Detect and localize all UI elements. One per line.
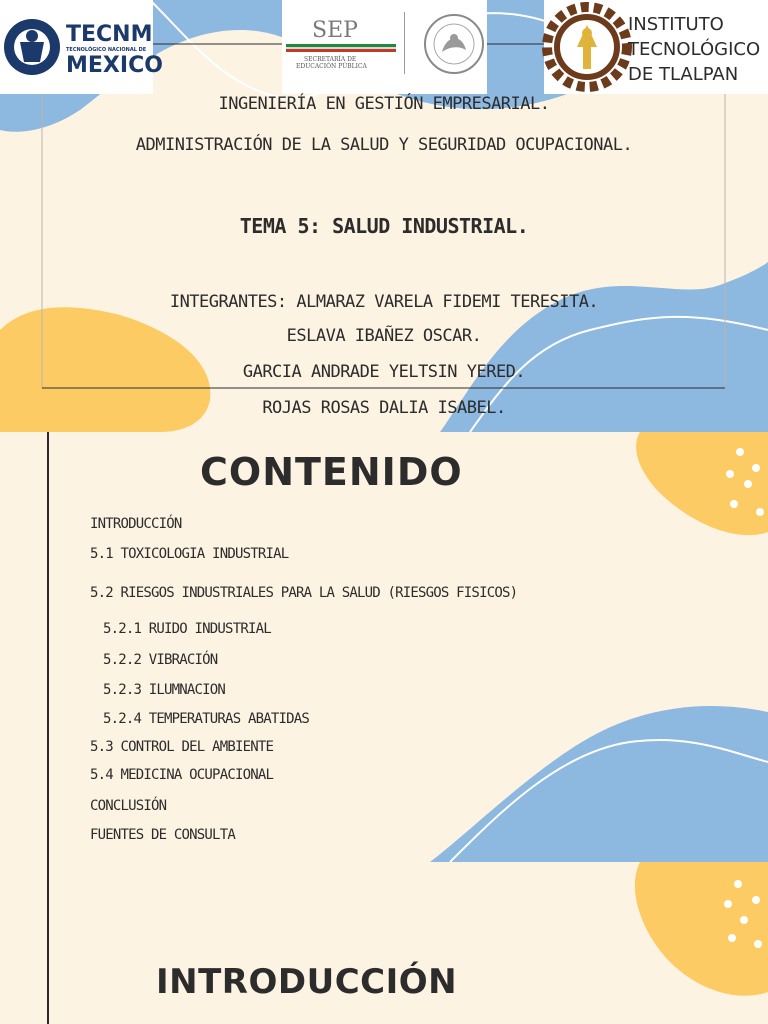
itt-line1: INSTITUTO <box>628 14 724 35</box>
career-name: INGENIERÍA EN GESTIÓN EMPRESARIAL. <box>218 94 550 114</box>
tecnm-emblem-icon <box>2 2 62 92</box>
toc-item: 5.4 MEDICINA OCUPACIONAL <box>90 767 274 783</box>
subject-name: ADMINISTRACIÓN DE LA SALUD Y SEGURIDAD OCUPACIONAL. <box>135 135 633 155</box>
member-line: ESLAVA IBAÑEZ OSCAR. <box>286 326 482 346</box>
toc-item: 5.1 TOXICOLOGIA INDUSTRIAL <box>90 546 289 562</box>
tecnm-line3: MEXICO <box>66 53 163 78</box>
topic-title: TEMA 5: SALUD INDUSTRIAL. <box>239 214 529 238</box>
sep-subtitle2: EDUCACIÓN PÚBLICA <box>296 63 367 70</box>
contents-page <box>0 432 768 1024</box>
toc-item: 5.2.2 VIBRACIÓN <box>103 652 218 668</box>
sep-title: SEP <box>312 18 358 43</box>
toc-item: FUENTES DE CONSULTA <box>90 827 235 843</box>
sep-red-stripe <box>286 49 396 52</box>
yellow-blob-bottom-right <box>635 862 768 996</box>
toc-item: 5.2 RIESGOS INDUSTRIALES PARA LA SALUD (RIESGOS FISICOS) <box>90 585 518 601</box>
mexico-seal-icon <box>422 12 486 76</box>
member-line: ROJAS ROSAS DALIA ISABEL. <box>262 398 506 418</box>
itt-logo <box>544 0 768 94</box>
toc-item: 5.3 CONTROL DEL AMBIENTE <box>90 739 274 755</box>
contents-heading: CONTENIDO <box>200 450 463 494</box>
toc-item: 5.2.3 ILUMNACION <box>103 682 226 698</box>
sep-logo <box>282 0 487 94</box>
sep-subtitle1: SECRETARÍA DE <box>304 56 357 63</box>
toc-item: 5.2.4 TEMPERATURAS ABATIDAS <box>103 711 309 727</box>
tecnm-logo <box>0 0 163 94</box>
member-line: GARCIA ANDRADE YELTSIN YERED. <box>242 362 526 382</box>
tecnm-line1: TECNM <box>66 22 153 47</box>
toc-item: CONCLUSIÓN <box>90 798 167 814</box>
itt-line3: DE TLALPAN <box>628 64 739 85</box>
toc-item: 5.2.1 RUIDO INDUSTRIAL <box>103 621 271 637</box>
cover-page <box>0 0 768 432</box>
introduction-heading: INTRODUCCIÓN <box>156 962 458 1002</box>
tecnm-line2: TECNOLÓGICO NACIONAL DE <box>66 47 147 53</box>
member-line: INTEGRANTES: ALMARAZ VARELA FIDEMI TERESITA. <box>169 292 599 312</box>
itt-line2: TECNOLÓGICO <box>628 39 761 60</box>
blue-wave-right <box>430 706 768 862</box>
gear-emblem-icon <box>544 1 630 93</box>
toc-item: INTRODUCCIÓN <box>90 516 182 532</box>
left-margin-line <box>47 432 49 1024</box>
